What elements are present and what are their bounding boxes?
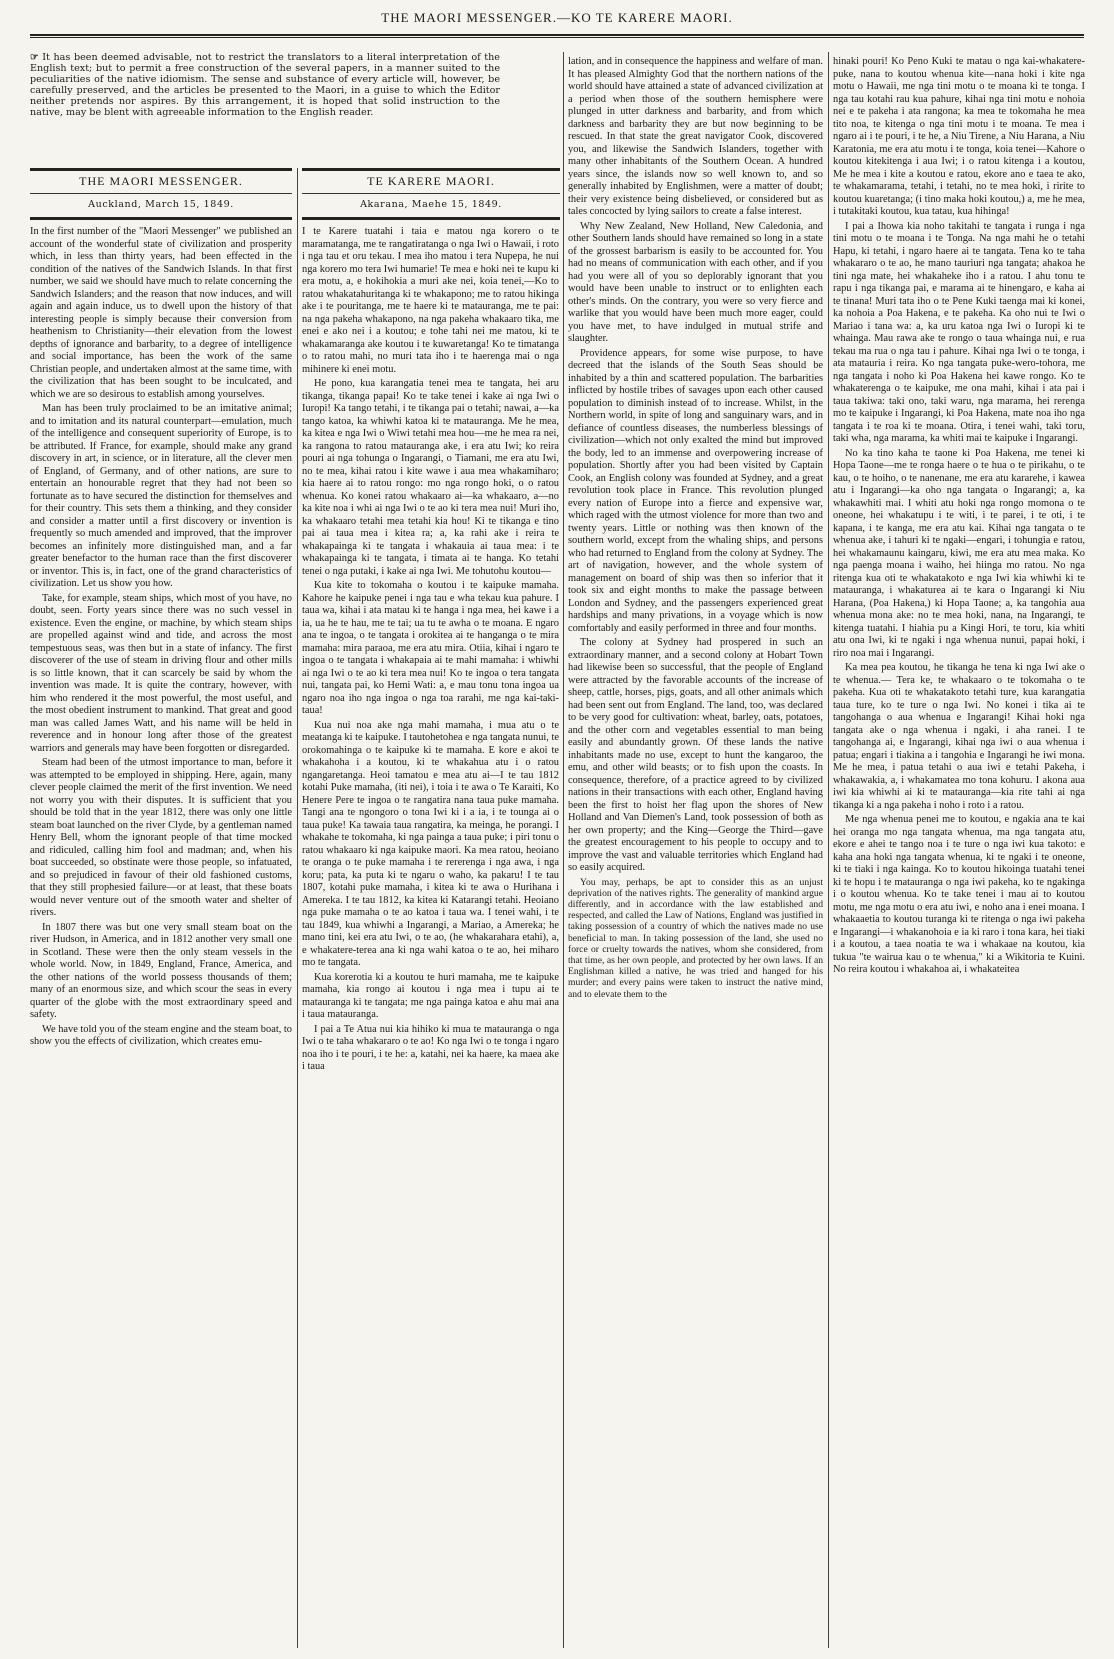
column-divider-1 xyxy=(297,168,298,1648)
paragraph: I pai a Ihowa kia noho takitahi te tangata i runga i nga tini motu o te moana i te Tonga. Na nga mahi he o tetahi Hapu, ki tetahi, i ngaro haere ai te tangata. Tena ko te taha whakararo o te ao, he mano tauriuri nga tangata; ahakoa he tini nga mate, hei whakaheke iho i a ratou. I ahu tonu te rapu i nga tikanga pai, e marama ai te hinengaro, e kaha ai te tinana! Muri tata iho o te Pene Kuki taenga mai ki konei, ka nohoia a Poa Hakena, e te pakeha. Ka oho nui te Iwi o Mariao i tana wa: a, ka uru katoa nga Iwi o Iuropi ki te whainga. Mau rawa ake te rongo o taua whainga nui, e rua tekau ma rua o nga tau i pahure. Kihai nga Iwi o te tonga, i ata matauria i reira. Ko nga tangata puke-wero-tohora, me nga tangata i noho ki Poa Hakena hei kawe rongo. Ko te whakaterenga o te kaipuke, me ona mahi, kihai i ata pai i taua takiwa: taki ono, taki waru, nga marama, hei rerenga mo te kaipuke i Ingarangi, ki Poa Hakena, mate noa iho nga tangata i te roa ki te moana. Otira, i tenei wahi, taki toru, taki wha, nga marama, ka whiti mai te kaipuke i Ingarangi. xyxy=(833,220,1085,444)
english-masthead-bottom-rule xyxy=(30,217,292,220)
paragraph: I te Karere tuatahi i taia e matou nga korero o te maramatanga, me te rangatiratanga o nga Iwi o Hawaii, i roto i nga tau et oru tekau. I mea iho matou i tera Nupepa, he nui nga korero mo tera Iwi humarie! Te mea e hoki nei te kupu ki era motu, a, e hokihokia a muri ake nei, koia tenei,—Ko to ratou whakatahuritanga ki te whakapono; me to ratou hikinga ake i te pouritanga, me te haere ki te matauranga, me te pai: na nga pakeha whakapono, na nga pakeha whakaaro tika, me enei e ako nei i a koutou; e tohe tahi nei me matou, ki te whakamaranga ake koutou i te kuwaretanga! Ko te timatanga o to ratou mahi, no muri tata iho i te haerenga mai o nga mihinere ki enei motu. xyxy=(302,226,559,375)
notice-text: It has been deemed advisable, not to restrict the translators to a literal interpretation of the English text; but to permit a free construction of the several papers, in a manner suited to the peculiarities of the native idiomism. The sense and substance of every article will, however, be carefully preserved, and the articles be presented to the Maori, in a guise to which the Editor neither pretends nor aspires. By this arrangement, it is hoped that solid instruction to the native, may be blent with agreeable information to the English reader. xyxy=(30,52,500,118)
paragraph: In 1807 there was but one very small steam boat on the river Hudson, in America, and in 1812 another very small one in Scotland. These were then the only steam vessels in the whole world. Now, in 1849, England, France, America, and the other nations of the world possess thousands of them; many of an enormous size, and which scour the seas in every quarter of the globe with the most extraordinary speed and safety. xyxy=(30,921,292,1020)
paragraph: Steam had been of the utmost importance to man, before it was attempted to be employed in shipping. Here, again, many clever people claimed the merit of the first invention. We need not worry you with their disputes. It is sufficient that you should be told that in the year 1812, there was only one little steam boat launched on the river Clyde, by a gentleman named Henry Bell, whom the ignorant people of that time mocked and ridiculed, calling him fool and madman; and, when his boat succeeded, so obstinate were those people, so infatuated, and so prejudiced in favour of their old fashioned customs, that they still prophesied failure—or at least, that these boats would never venture out of the smooth water and shelter of rivers. xyxy=(30,757,292,918)
maori-masthead-title: TE KARERE MAORI. xyxy=(367,174,495,188)
running-title: THE MAORI MESSENGER.—KO TE KARERE MAORI. xyxy=(381,10,733,25)
paragraph: hinaki pouri! Ko Peno Kuki te matau o nga kai-whakatere-puke, nana to koutou whenua kite—nana hoki i kite nga motu o Hawaii, me nga tini motu o te moana ki te tonga. I nga tau kotahi rau kua pahure, kihai nga tini motu e nohoia nei e te pakeha i ata rangona; ka mea te tokomaha he mea tito noa, te kitenga o nga tini motu i te moana. Te mea i ngaro ai i te pouri, i te he, a Niu Tirene, a Niu Harana, a Niu Karatonia, me era atu motu i te tonga, koia tenei—Kahore o koutou kitekitenga i aua Iwi; i o ratou kitenga i a koutou, Me he mea i kite a koutou e ratou, ekore ano e taea te ako, te whakamarama, tetahi, i tetahi, no te mea hoki, i ririte to koutou kuaretanga; (i tino maka hoki koutou,) a, me he mea, i tutakitaki koutou, kua tatau, kua hihinga! xyxy=(833,56,1085,217)
header-rule xyxy=(30,34,1084,38)
paragraph: Take, for example, steam ships, which most of you have, no doubt, seen. Forty years since there was no such vessel in existence. Even the engine, or machine, by which steam ships are propelled against wind and tide, and across the most tempestuous seas, was then but in a state of infancy. The first discoverer of the use of steam in driving flour and other mills is so little known, that it can scarcely be said by whom the invention was made. It is quite the contrary, however, with him who rendered it the most powerful, the most useful, and the most obedient instrument to mankind. That great and good man was called James Watt, and his name will be held in reverence and in honour long after those of the greatest warriors and generals may have been forgotten or disregarded. xyxy=(30,592,292,754)
paragraph: Why New Zealand, New Holland, New Caledonia, and other Southern lands should have remained so long in a state of the grossest barbarism is easily to be accounted for. You had no means of communication with each other, and if you had you were all of you so deplorably ignorant that you would have been unable to instruct or to enlighten each other's minds. On the contrary, you were so very fierce and warlike that you would have been much more eager, could you have met, to have indulged in mutual strife and slaughter. xyxy=(568,220,823,344)
paragraph: Ka mea pea koutou, he tikanga he tena ki nga Iwi ake o te whenua.— Tera ke, te whakaaro o te tokomaha o te pakeha. Kua oti te whakatakoto tetahi ture, kua karangatia taua ture, ko te ture o nga Iwi. No konei i tika ai te tangohanga o aua whenua e Ingarangi! Kihai hoki nga tangata ake o nga whenua i ngaki, i aha ranei. I te tangohanga ai, e Ingarangi, kihai nga iwi o aua whenua i patua; engari i tiakina a i tangohia e Ingarangi he iwi mona. Me he mea, i patua tetahi o aua iwi e tetahi Pakeha, i whakawakia, a, i whakamatea mo tona kohuru. I akona aua iwi kia whiwhi ai ki te matauranga—kia rite tahi ai nga tikanga ki a nga pakeha i noho i roto i a ratou. xyxy=(833,662,1085,811)
english-masthead-date: Auckland, March 15, 1849. xyxy=(88,199,234,210)
english-column-1 xyxy=(30,226,292,1650)
maori-masthead-divider xyxy=(302,193,560,194)
english-masthead-title: THE MAORI MESSENGER. xyxy=(79,174,243,188)
paragraph: In the first number of the "Maori Messenger" we published an account of the wonderful state of civilization and prosperity which, in less than thirty years, had been effected in the condition of the natives of the Sandwich Islands. In that first number, we said we should have much to relate concerning the Sandwich Islanders; and the reason that now induces, and will again and again induce, us to dwell upon the history of that interesting people is simply because their conversion from heathenism to Christianity—their elevation from the lowest depths of ignorance and barbarity, to a degree of intelligence and social importance, has been the work of the same Christian people, and undertaken almost at the same time, with the civilization that has been sought to be inculcated, and which we are so desirous to establish among yourselves. xyxy=(30,226,292,400)
maori-column-2 xyxy=(302,226,559,1650)
maori-masthead-bottom-rule xyxy=(302,217,560,220)
maori-masthead-rule xyxy=(302,168,560,171)
paragraph: Kua korerotia ki a koutou te huri mamaha, me te kaipuke mamaha, kia rongo ai koutou i nga mea i tupu ai te matauranga ki te tangata; me nga painga katoa e ahu mai ana i taua matauranga. xyxy=(302,971,559,1020)
english-column-3 xyxy=(568,56,823,1650)
column-divider-3 xyxy=(828,52,829,1648)
paragraph: The colony at Sydney had prospered in such an extraordinary manner, and a second colony at Hobart Town had likewise been so successful, that the people of England were attracted by the favorable accounts of the increase of sheep, cattle, horses, pigs, goats, and all other animals which had been sent out from England. The land, too, was declared to be very good for cultivation: wheat, barley, oats, potatoes, and the other corn and vegetables essential to man being easily and abundantly grown. Of these lands the native inhabitants made no use, except to hunt the kangaroo, the emu, and other wild beasts; or to fish upon the coasts. In consequence, therefore, of a practice agreed to by civilized nations in their transactions with each other, England having been the first to hoist her flag upon the shores of New Holland and Van Diemen's Land, took possession of both as her own property; and the King—George the Third—gave the greatest encouragement to his people to occupy and to improve the vast and valuable territories which England had so easily acquired. xyxy=(568,637,823,873)
maori-masthead-date: Akarana, Maehe 15, 1849. xyxy=(360,199,502,210)
maori-column-4 xyxy=(833,56,1085,1650)
paragraph: Man has been truly proclaimed to be an imitative animal; and to imitation and its natural counterpart—emulation, much of the intelligence and consequent superiority of Europe, is to be attributed. If France, for example, should make any grand discovery in art, in science, or in literature, all the clever men of England, of Germany, and of other nations, are sure to entertain an honourable regret that they had not been so fortunate as to have secured the distinction for themselves and for their country. This sets them a thinking, and they consider and consider a matter until a first discovery or invention is frequently so much amended and improved, that the improver becomes an infinitely more distinguished man, and a far greater benefactor to the human race than the first discoverer or inventor. This is, in fact, one of the grand characteristics of civilization. Let us show you how. xyxy=(30,403,292,589)
paragraph: Providence appears, for some wise purpose, to have decreed that the islands of the South Seas should be inhabited by a thin and scattered population. The barbarities inflicted by hostile tribes of savages upon each other caused population to diminish instead of to increase. Whilst, in the Northern world, in spite of long and sanguinary wars, and in defiance of countless diseases, the numberless blessings of civilization—which not only exalted the mind but improved the body, led to an immense and overpowering increase of population. Shortly after you had been visited by Captain Cook, an English colony was founded at Sydney, and a great revolution took place in France. This revolution plunged every nation of Europe into a fierce and expensive war, which raged with the utmost violence for more than two and twenty years. Little or nothing was then known of the southern world, except from the whaling ships, and persons who had returned to England from the colony at Sydney. The art of navigation, however, and the whole system of management on board of ship was then so inferior that it took six and eight months to make the passage between London and Sydney, and the passengers experienced great hardships and many privations, in a voyage which is now comfortably and easily performed in three and four months. xyxy=(568,347,823,634)
paragraph: Kua kite to tokomaha o koutou i te kaipuke mamaha. Kahore he kaipuke penei i nga tau e wha tekau kua pahure. I taua wa, kihai i ata matau ki te hanga i nga mea, hei kawe i a ia, ua he te hau, me te tai; ua tu te awha o te moana. E ngaro ana te ingoa, o te tangata i orokitea ai te hanganga o te mira mamaha: mira paraoa, me era atu mira. Otiia, kihai i ngaro te ingoa o te tangata i whakapaia ai te mahi mamaha: i whiwhi ai nga Iwi o te ao ki tera mea nui! Ko te ingoa o tera tangata nui, tangata pai, ko Hemi Wati: a, e mau tonu tona ingoa ua ngaro noa iho nga ingoa o nga toa rarahi, me nga kai-taki-taua! xyxy=(302,580,559,716)
paragraph: Kua nui noa ake nga mahi mamaha, i mua atu o te meatanga ki te kaipuke. I tautohetohea e nga tangata nunui, te orokomahinga o te kaipuke ki te mamaha. E kore e akoi te whakahoha i a koutou, ki te whakahua atu i o ratou ngangaretanga. Heoi tamatou e mea atu ai—I te tau 1812 kotahi Puke mamaha, (iti nei), i toia i te awa o Te Karaiti, Ko Henere Pere te ingoa o te rangatira nana taua puke mamaha. Tangi ana te ngongoro o tona Iwi ki i a ia, i te tounga ai o taua puke! Ka tawaia taua rangatira, ka meinga, he porangi. I whakahe te tokomaha, ki nga painga a taua puke; i piri tonu o ratou whakaaro ki nga kaipuke maori. Ka mea ratou, heoiano te oranga o te puke mamaha i te rererenga i nga awa, i nga koru; pata, ka puta ki te ngaru o waho, ka pakaru! I te tau 1807, kotahi puke mamaha, i kitea ki te awa o Hurihana i Amereka. I te tau 1812, ka kitea ki Katarangi tetahi. Heoiano nga puke mamaha o te ao katoa i taua wa. I tenei wahi, i te tau 1849, kua whiwhi a Ingarangi, a Mariao, a Amereka; he mano tini, kei era atu Iwi, o te ao, (he whakarahara etahi), a, e whakatere-terea ana ki nga wahi katoa o te ao, hei miharo mo te tangata. xyxy=(302,719,559,968)
paragraph: We have told you of the steam engine and the steam boat, to show you the effects of civilization, which creates emu- xyxy=(30,1023,292,1047)
pointing-hand-icon: ☞ xyxy=(30,52,39,63)
editorial-notice xyxy=(30,52,500,118)
paragraph: Me nga whenua penei me to koutou, e ngakia ana te kai hei oranga mo nga tangata whenua, ma nga tangata atu, ekore e ahei te tango noa i te ture o nga iwi kua takoto: e kaha ana hoki nga tangata whenua, ki te ngaki i te oneone, ki te tiaki i nga kainga. Ko to koutou hikoinga tuatahi tenei ki te hopu i te matauranga o nga iwi pakeha, ko te ngakinga i o koutou whenua. Ko te take tenei i mau ai to koutou motu, me nga motu o era atu iwi, e noho ana i enei moana. I whakaaetia to koutou turanga ki te ritenga o nga iwi pakeha e Ingarangi—i whakanohoia e ia ki raro i tona kara, hei tiaki i a koutou, a taea noatia te wa i whakaae na koutou, kia tukua "te wairua kau o te whenua," ki a Wikitoria te Kuini. No reira koutou i whakahoa ai, i whakateitea xyxy=(833,814,1085,975)
paragraph: He pono, kua karangatia tenei mea te tangata, hei aru tikanga, tikanga papai! Ko te take tenei i kake ai nga Iwi o Iuropi! Ka tango tetahi, i te tikanga pai o tetahi; nawai, a—ka tango katoa, ka whiwhi katoa ki te matauranga. Me he mea, ka kitea e nga Iwi o Wiwi tetahi mea hou—me he mea ra nei, ka rangona to ratou matauranga ake, i era atu Iwi; ko reira pouri ai nga tohunga o Ingarangi, o Tiamani, me era atu Iwi, no te mea, kihai ratou i kite wawe i aua mea whakamiharo; kia haere ai to ratou rongo: mo nga rongo hoki, o o ratou whenua. Ko konei ratou whakaaro ai—ka whakaaro, a—no ka kite noa i whi ai nga Iwi o te ao ki tera mea nui! Muri iho, ka whakaaro tetahi mea tetahi kia hou! Ki te tikanga e tino pai ai taua mea i kitea ra; a, ka rahi ake i reira te whakapainga ki te tangata i whakauia ai taua mea: i te whakapainga ki te tangata, i timata ai te hanga. Ko tetahi tenei o nga putaki, i kake ai nga Iwi. Me tohutohu koutou— xyxy=(302,378,559,577)
english-masthead-divider xyxy=(30,193,292,194)
paragraph: No ka tino kaha te taone ki Poa Hakena, me tenei ki Hopa Taone—me te ronga haere o te hua o te pirikahu, o te kau, o te hoiho, o te nanenane, me era atu kararehe, i kawea atu i Ingarangi—ka oho nga tangata o Ingarangi; a, ka whakawhiti mai. I whiti atu hoki nga rongo momona o te oneone, hei whakatupu i te witi, i te parei, i te oti, i te kapana, i te kanga, me era atu kai. Kihai nga tangata o te whenua ake, i tahuri ki te ngaki—engari, i tohungia e ratou, hei whakamaunu kaingaru, kiwi, me era atu mea maka. Ko nga paenga moana i waiho, hei hiinga mo ratou. No nga ritenga kua oti te whakatakoto e nga Iwi kia whiwhi ki te matauranga, i whakaturea ai te kara o Ingarangi ki Niu Harana, (Poa Hakena,) ki Hopa Taone; a, ka tangohia aua whenua mona ake: no te mea hoki, nana, na Ingarangi, te kitenga tuatahi. I hiahia pu a Kingi Hori, te toru, kia whiti atu ona Iwi, ki te ngaki i nga whenua nunui, papai hoki, i riro noa mai i Ingarangi. xyxy=(833,447,1085,659)
english-masthead-rule xyxy=(30,168,292,171)
paragraph: You may, perhaps, be apt to consider this as an unjust deprivation of the natives rights. The generality of mankind argue differently, and in accordance with the law established and respected, and called the Law of Nations, England was justified in taking possession of a country of which the natives made no use beneficial to man. In taking possession of the land, she used no force or cruelty towards the natives, whom she considered, from that time, as her own people, and protected by her own laws. If an Englishman killed a native, he was tried and hanged for his murder; and every pains were taken to instruct the native mind, and to elevate them to the xyxy=(568,876,823,1000)
column-divider-2 xyxy=(563,52,564,1648)
paragraph: lation, and in consequence the happiness and welfare of man. It has pleased Almighty God that the northern nations of the world should have attained a state of advanced civilization at a period when those of the southern hemisphere were plunged in utter darkness and barbarity, and from which darkness and barbarity they are but now beginning to be rescued. In that state the great navigator Cook, discovered you, and likewise the Sandwich Islanders, together with many other inhabitants of the Southern Ocean. A hundred years since, the islands now so well known to, and so generally inhabited by Englishmen, were a matter of doubt; their very existence being disbelieved, or considered but as tales concocted by lying sailors to create a false interest. xyxy=(568,56,823,217)
paragraph: I pai a Te Atua nui kia hihiko ki mua te matauranga o nga Iwi o te taha whakararo o te ao! Ko nga Iwi o te tonga i ngaro noa iho i te pouri, i te he: a, katahi, nei ka haere, ka maea ake i taua xyxy=(302,1023,559,1072)
